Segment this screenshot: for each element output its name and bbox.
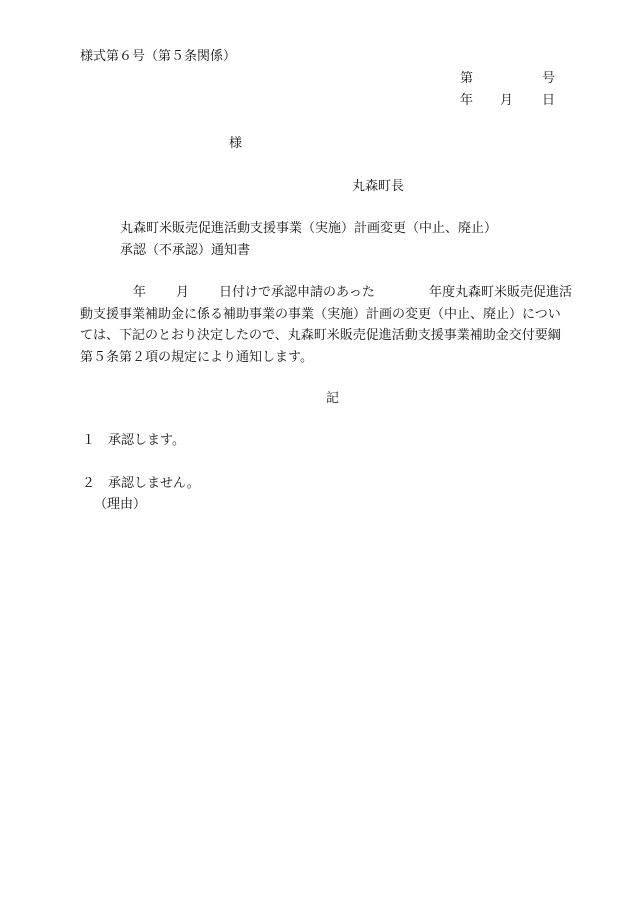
issuer: 丸森町長 [352,179,405,194]
date-day: 日 [542,93,556,108]
body-line1-b: 年度丸森町米販売促進活 [429,285,573,300]
reason-label: （理由） [94,497,147,512]
body-line1-a: 日付けで承認申請のあった [219,285,375,300]
item-2-text: 承認しません。 [108,476,200,491]
addressee-suffix: 様 [229,136,243,151]
ki-heading: 記 [326,391,340,406]
date-month: 月 [500,93,514,108]
number-suffix: 号 [542,71,556,86]
item-1-number: １ [82,433,96,448]
body-year: 年 [133,285,147,300]
body-line3: ては、下記のとおり決定したので、丸森町米販売促進活動支援事業補助金交付要綱 [80,328,561,343]
body-line4: 第５条第２項の規定により通知します。 [80,350,313,365]
date-year: 年 [460,93,474,108]
item-1-text: 承認します。 [108,433,185,448]
body-month: 月 [176,285,190,300]
notice-title-line1: 丸森町米販売促進活動支援事業（実施）計画変更（中止、廃止） [120,221,498,236]
form-label: 様式第６号（第５条関係） [80,49,237,64]
number-prefix: 第 [460,71,474,86]
body-line2: 動支援事業補助金に係る補助事業の事業（実施）計画の変更（中止、廃止）につい [80,307,561,322]
notice-title-line2: 承認（不承認）通知書 [120,243,251,258]
item-2-number: ２ [82,476,96,491]
